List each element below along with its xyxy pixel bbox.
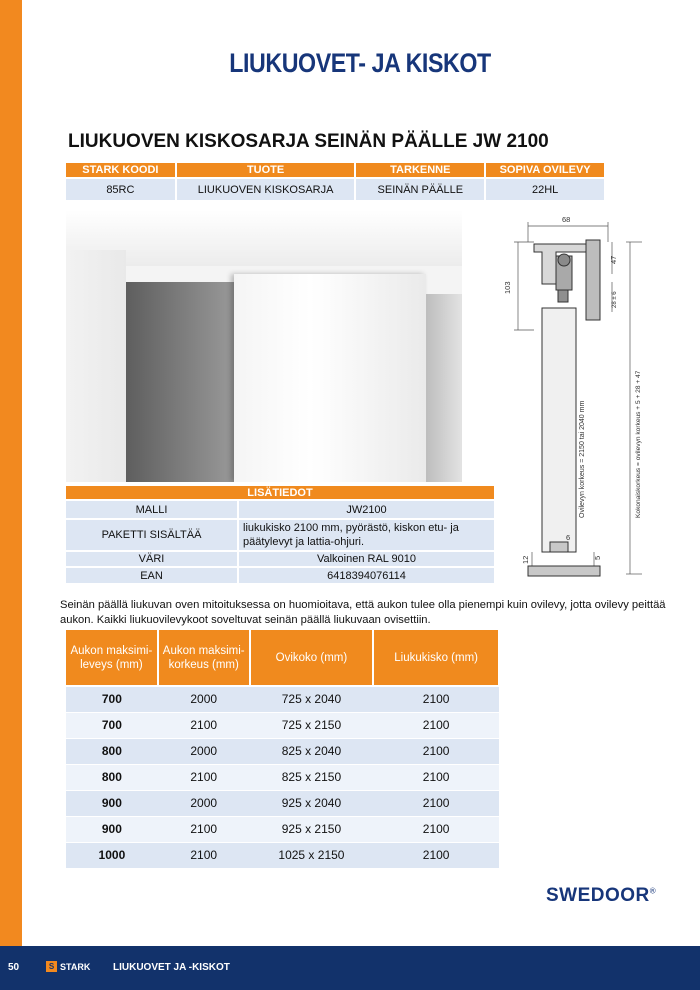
dimensions-header-cell: Liukukisko (mm) <box>373 630 499 686</box>
spec-cell: SEINÄN PÄÄLLE <box>355 178 485 200</box>
dimensions-row <box>66 790 499 816</box>
stark-logo-text: STARK <box>60 961 91 972</box>
height-cell: 2100 <box>158 764 250 790</box>
photo-sliding-door <box>234 274 426 482</box>
dimensions-row <box>66 738 499 764</box>
width-cell: 700 <box>66 712 158 738</box>
spec-cell: LIUKUOVEN KISKOSARJA <box>176 178 356 200</box>
spec-table <box>66 163 606 200</box>
spec-header-row <box>66 163 605 178</box>
extra-info-row <box>66 500 494 519</box>
height-cell: 2100 <box>158 712 250 738</box>
stark-logo <box>46 961 90 972</box>
width-cell: 800 <box>66 764 158 790</box>
dimensions-row <box>66 712 499 738</box>
height-cell: 2000 <box>158 686 250 712</box>
dimensions-row <box>66 842 499 868</box>
width-cell: 1000 <box>66 842 158 868</box>
dimensions-row <box>66 686 499 712</box>
registered-mark: ® <box>649 886 657 896</box>
dim-label-5: 5 <box>593 555 602 560</box>
extra-info-row <box>66 567 494 583</box>
height-cell: 2000 <box>158 738 250 764</box>
door-size-cell: 925 x 2040 <box>250 790 374 816</box>
dimensions-row <box>66 816 499 842</box>
page-title: LIUKUOVET- JA KISKOT <box>229 48 491 78</box>
height-cell: 2000 <box>158 790 250 816</box>
product-photo <box>66 210 462 482</box>
rail-length-cell: 2100 <box>373 842 499 868</box>
technical-drawing <box>490 212 650 584</box>
extra-info-value: JW2100 <box>238 500 494 519</box>
floor <box>528 566 600 576</box>
height-cell: 2100 <box>158 842 250 868</box>
dim-label-68: 68 <box>562 215 571 224</box>
extra-info-row <box>66 519 494 551</box>
dimensions-row <box>66 764 499 790</box>
door-size-cell: 825 x 2040 <box>250 738 374 764</box>
left-accent-bar <box>0 0 22 990</box>
dimensions-header-cell: Aukon maksimi-leveys (mm) <box>66 630 158 686</box>
photo-wall-edge <box>426 294 462 482</box>
width-cell: 900 <box>66 790 158 816</box>
extra-info-table <box>66 486 494 583</box>
brand-name: SWEDOOR <box>546 885 650 906</box>
width-cell: 900 <box>66 816 158 842</box>
rail-length-cell: 2100 <box>373 738 499 764</box>
dimensions-header-row <box>66 630 499 686</box>
door-size-cell: 825 x 2150 <box>250 764 374 790</box>
extra-info-header-row <box>66 486 494 500</box>
extra-info-value: liukukisko 2100 mm, pyörästö, kiskon etu- ja päätylevyt ja lattia-ohjuri. <box>238 519 494 551</box>
door-size-cell: 725 x 2040 <box>250 686 374 712</box>
spec-header-cell: TUOTE <box>176 163 356 178</box>
spec-header-cell: STARK KOODI <box>66 163 176 178</box>
extra-info-value: 6418394076114 <box>238 567 494 583</box>
spec-header-cell: TARKENNE <box>355 163 485 178</box>
spec-header-cell: SOPIVA OVILEVY <box>485 163 605 178</box>
height-cell: 2100 <box>158 816 250 842</box>
spec-row <box>66 178 605 200</box>
width-cell: 700 <box>66 686 158 712</box>
dimensions-header-cell: Aukon maksimi-korkeus (mm) <box>158 630 250 686</box>
spec-cell: 22HL <box>485 178 605 200</box>
extra-info-row <box>66 551 494 567</box>
extra-info-key: EAN <box>66 567 238 583</box>
rail-length-cell: 2100 <box>373 686 499 712</box>
spec-cell: 85RC <box>66 178 176 200</box>
rail-length-cell: 2100 <box>373 764 499 790</box>
dim-label-28: 28 ± 6 <box>612 291 618 308</box>
footer-bar <box>0 946 700 990</box>
extra-info-key: MALLI <box>66 500 238 519</box>
section-title: LIUKUOVEN KISKOSARJA SEINÄN PÄÄLLE JW 2100 <box>68 131 549 152</box>
photo-door-opening <box>126 282 236 482</box>
extra-info-key: VÄRI <box>66 551 238 567</box>
roller-wheel <box>558 254 570 266</box>
door-size-cell: 1025 x 2150 <box>250 842 374 868</box>
dimensions-table <box>66 630 500 869</box>
dim-label-12: 12 <box>521 555 530 564</box>
door-size-cell: 925 x 2150 <box>250 816 374 842</box>
page-number: 50 <box>8 962 20 973</box>
extra-info-key: PAKETTI SISÄLTÄÄ <box>66 519 238 551</box>
roller-bolt <box>558 290 568 302</box>
door-height-label: Ovilevyn korkeus = 2150 tai 2040 mm <box>579 400 586 518</box>
dimensions-header-cell: Ovikoko (mm) <box>250 630 374 686</box>
dim-label-103: 103 <box>503 281 512 294</box>
width-cell: 800 <box>66 738 158 764</box>
wall-bracket <box>586 240 600 320</box>
footer-section-title: LIUKUOVET JA -KISKOT <box>113 962 230 973</box>
swedoor-logo <box>546 885 656 907</box>
rail-length-cell: 2100 <box>373 712 499 738</box>
door-size-cell: 725 x 2150 <box>250 712 374 738</box>
dim-label-6: 6 <box>566 533 571 542</box>
dim-label-47: 47 <box>609 255 618 264</box>
note-text: Seinän päällä liukuvan oven mitoituksessa on huomioitava, että aukon tulee olla pienempi kuin ovilevy, jotta ovilevy peittää aukon. Kaikki liukuovilevykoot soveltuvat seinän päällä liukuvaan ovisettiin. <box>60 599 666 626</box>
rail-length-cell: 2100 <box>373 816 499 842</box>
total-height-label: Kokonaiskorkeus = ovilevyn korkeus + 5 + 28 + 47 <box>635 370 642 518</box>
stark-logo-icon: S <box>46 961 57 972</box>
photo-wall <box>66 250 126 482</box>
extra-info-value: Valkoinen RAL 9010 <box>238 551 494 567</box>
floor-guide <box>550 542 568 552</box>
door-leaf <box>542 308 576 552</box>
rail-length-cell: 2100 <box>373 790 499 816</box>
extra-info-header: LISÄTIEDOT <box>66 486 494 500</box>
